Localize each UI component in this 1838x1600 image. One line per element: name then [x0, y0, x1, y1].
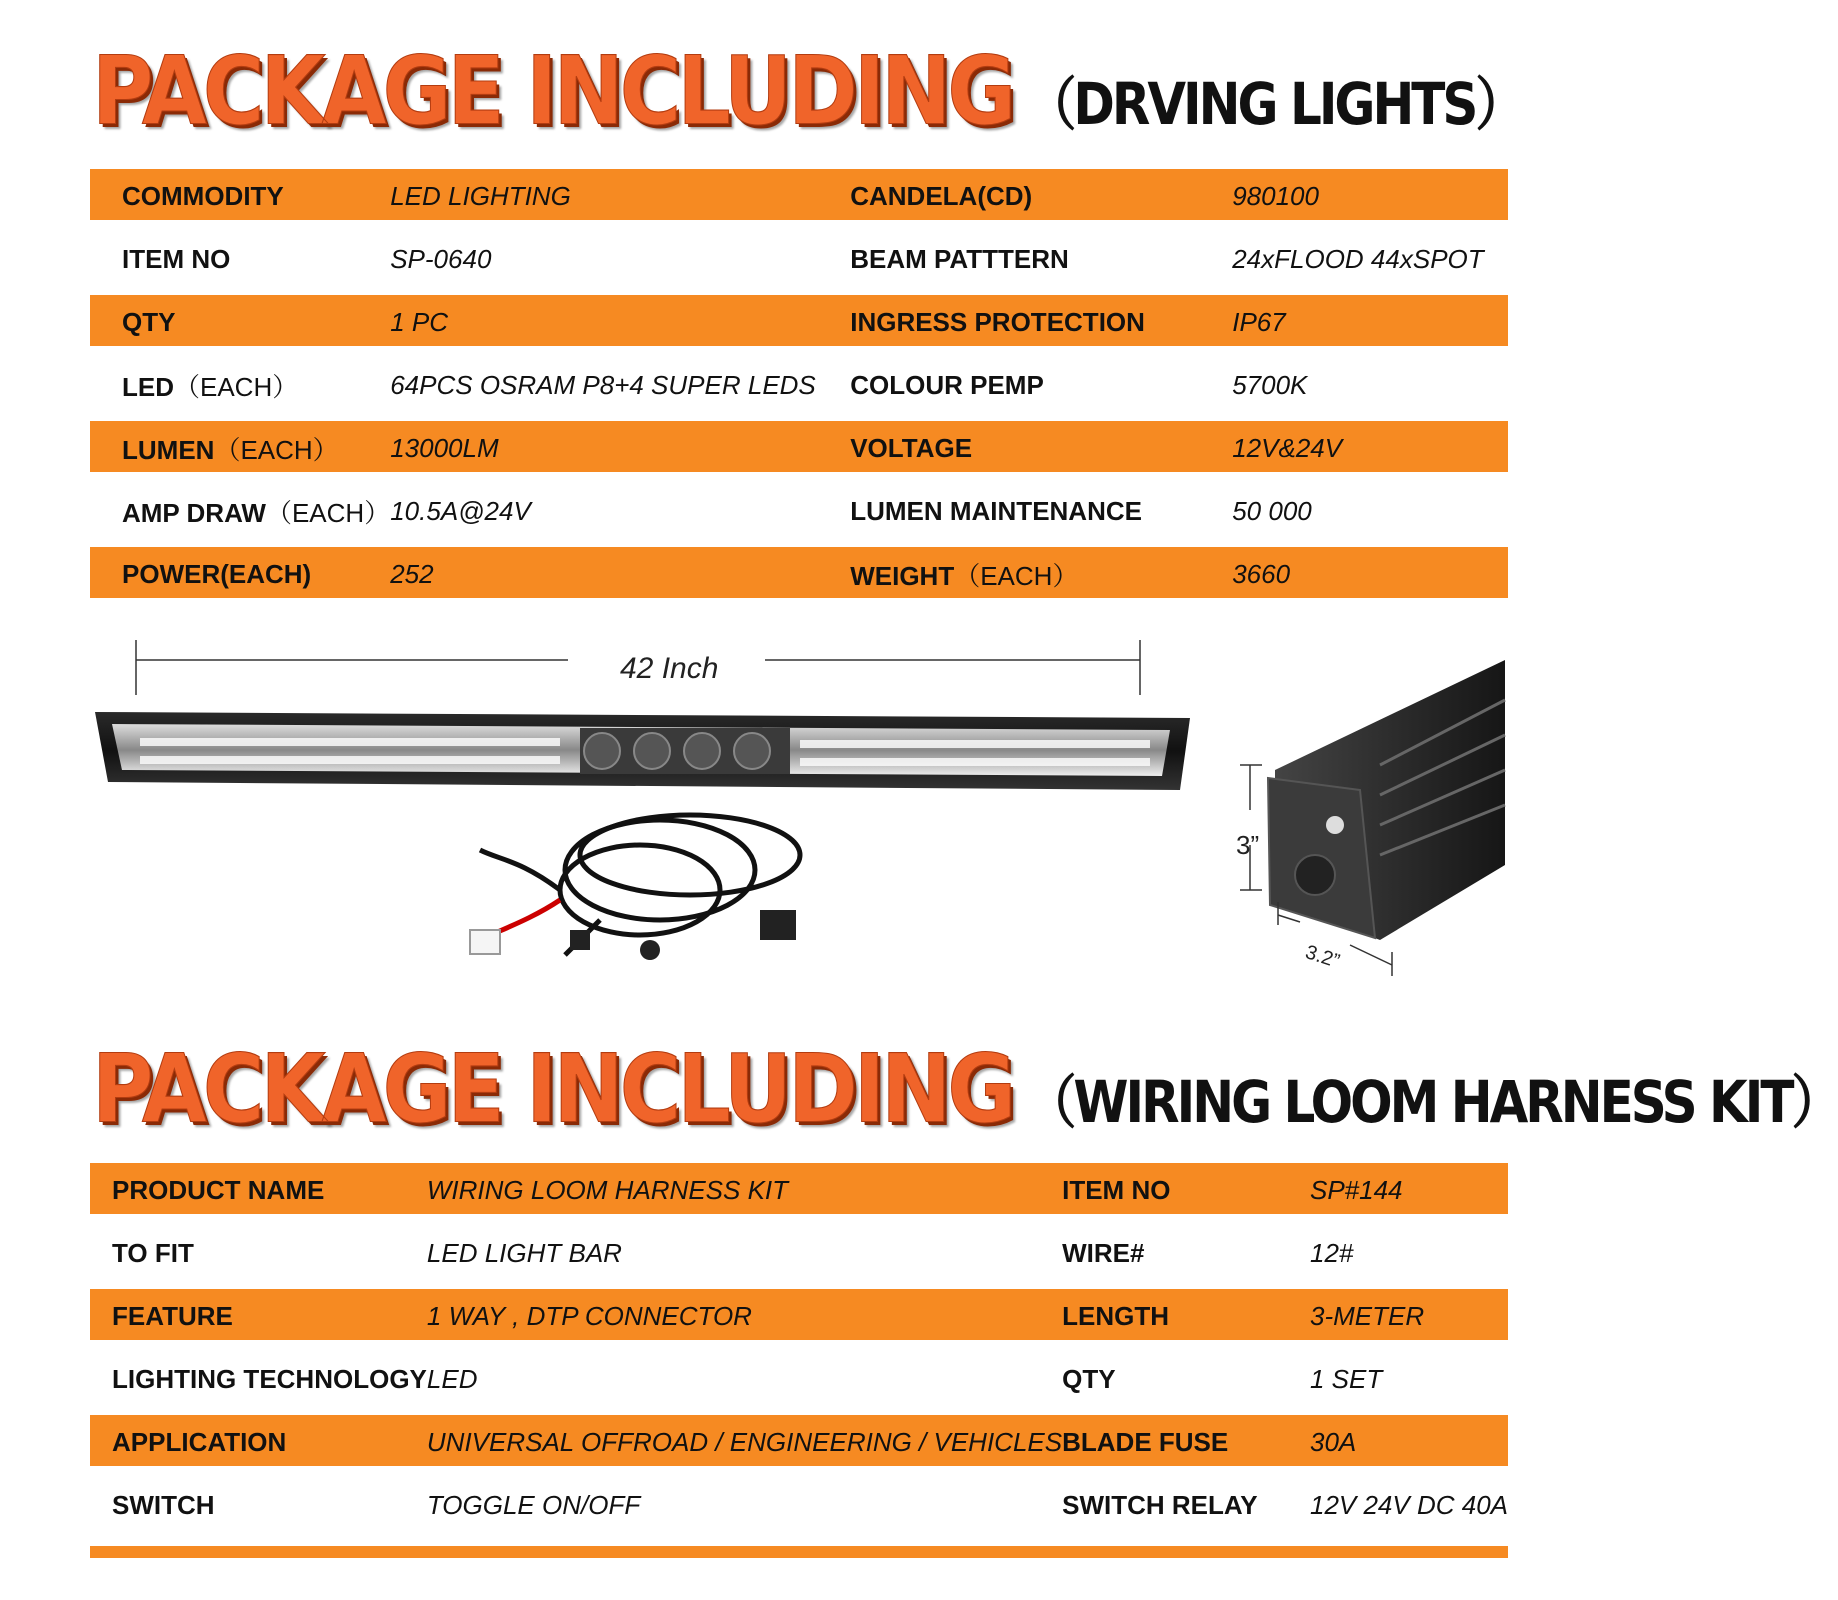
spec-label-text: FEATURE: [112, 1301, 233, 1331]
spec-label-text: VOLTAGE: [850, 433, 973, 463]
length-label: 42 Inch: [620, 652, 719, 685]
spec-label: [850, 417, 1232, 480]
light-bar-illustration: [0, 600, 1600, 1020]
spec-row: [90, 1285, 1508, 1348]
spec-value: 10.5A@24V: [390, 496, 531, 526]
spec-value: 1 WAY , DTP CONNECTOR: [427, 1285, 1062, 1348]
spec-label: [850, 480, 1232, 543]
side-profile: [1268, 660, 1505, 940]
section2-title: [92, 1034, 1838, 1144]
spec-label-text: WIRE#: [1062, 1238, 1145, 1268]
section2-title-sub: （WIRING LOOM HARNESS KIT）: [1026, 1069, 1838, 1136]
spec-value: 3-METER: [1310, 1285, 1508, 1348]
spec-label-text: LUMEN: [122, 435, 215, 465]
section1-title-main: PACKAGE INCLUDING: [92, 36, 1013, 146]
spec-label-text: POWER(EACH): [122, 559, 312, 589]
spec-row: [90, 480, 1508, 543]
spec-label-text: QTY: [1062, 1364, 1116, 1394]
spec-label: [850, 543, 1232, 606]
spec-value: UNIVERSAL OFFROAD / ENGINEERING / VEHICLES: [427, 1411, 1062, 1474]
spec-label: [850, 291, 1232, 354]
spec-row: [90, 165, 1508, 228]
spec-label-text: CANDELA(CD): [850, 181, 1033, 211]
spec-value: TOGGLE ON/OFF: [426, 1490, 641, 1520]
spec-label: [90, 1159, 427, 1222]
spec-row: [90, 291, 1508, 354]
spec-label: [1062, 1159, 1310, 1222]
spec-row: [90, 1159, 1508, 1222]
spec-value: 50 000: [1232, 496, 1312, 526]
spec-value: WIRING LOOM HARNESS KIT: [427, 1159, 1062, 1222]
spec-value: 64PCS OSRAM P8+4 SUPER LEDS: [390, 370, 816, 400]
spec-row: [90, 354, 1508, 417]
spec-label: [1062, 1348, 1310, 1411]
spec-label-note: （EACH）: [265, 498, 391, 528]
spec-label: [850, 354, 1232, 417]
spec-row: [90, 417, 1508, 480]
spec-label-text: COLOUR PEMP: [850, 370, 1044, 400]
spec-label-text: SWITCH RELAY: [1062, 1490, 1258, 1520]
wiring-harness: [470, 815, 800, 960]
spec-label: [1062, 1222, 1310, 1285]
spec-label-text: LIGHTING TECHNOLOGY: [112, 1364, 427, 1394]
spec-value: 980100: [1232, 165, 1508, 228]
spec-row: [90, 228, 1508, 291]
spec-label-text: INGRESS PROTECTION: [850, 307, 1145, 337]
spec-value: 12V&24V: [1232, 417, 1508, 480]
bottom-divider: [90, 1546, 1508, 1558]
spec-label: [90, 480, 390, 543]
spec-label-text: WEIGHT: [850, 561, 955, 591]
spec-label-text: LUMEN MAINTENANCE: [850, 496, 1142, 526]
depth-label: 3.2”: [1302, 941, 1343, 973]
spec-label: [90, 1285, 427, 1348]
spec-label: [850, 228, 1232, 291]
spec-label: [90, 291, 390, 354]
spec-value: LED LIGHT BAR: [426, 1238, 622, 1268]
spec-value: 5700K: [1232, 370, 1308, 400]
spec-label: [1062, 1474, 1310, 1537]
spec-label-text: TO FIT: [112, 1238, 194, 1268]
spec-label-text: QTY: [122, 307, 176, 337]
spec-value: SP#144: [1310, 1159, 1508, 1222]
spec-row: [90, 1474, 1508, 1537]
section2-title-main: PACKAGE INCLUDING: [92, 1034, 1013, 1144]
spec-label: [90, 1222, 427, 1285]
wiring-harness-spec-table: [90, 1159, 1508, 1537]
spec-label: [90, 1348, 427, 1411]
spec-value: LED LIGHTING: [390, 165, 850, 228]
spec-label: [90, 228, 390, 291]
spec-label-note: （EACH）: [214, 435, 339, 465]
spec-value: IP67: [1232, 291, 1508, 354]
spec-label-text: LENGTH: [1062, 1301, 1169, 1331]
spec-label-text: ITEM NO: [122, 244, 231, 274]
spec-label-text: AMP DRAW: [122, 498, 266, 528]
spec-value: 12#: [1309, 1238, 1354, 1268]
spec-row: [90, 1222, 1508, 1285]
spec-label: [1062, 1411, 1310, 1474]
spec-label: [850, 165, 1232, 228]
spec-label-text: APPLICATION: [112, 1427, 287, 1457]
spec-label: [90, 1474, 427, 1537]
spec-label-text: LED: [122, 372, 174, 402]
spec-label: [90, 165, 390, 228]
section1-title-sub: （DRVING LIGHTS）: [1026, 71, 1523, 138]
spec-row: [90, 1411, 1508, 1474]
height-label: 3”: [1236, 830, 1260, 860]
spec-value: 30A: [1310, 1411, 1508, 1474]
spec-value: 24xFLOOD 44xSPOT: [1232, 244, 1484, 274]
spec-label-note: （EACH）: [954, 561, 1079, 591]
spec-value: SP-0640: [390, 244, 492, 274]
spec-label: [90, 1411, 427, 1474]
spec-value: 1 PC: [390, 291, 850, 354]
spec-label-text: COMMODITY: [122, 181, 284, 211]
spec-value: 1 SET: [1309, 1364, 1383, 1394]
spec-label-text: ITEM NO: [1062, 1175, 1171, 1205]
spec-label-text: BEAM PATTTERN: [850, 244, 1069, 274]
spec-label: [90, 543, 390, 606]
spec-value: 252: [390, 543, 850, 606]
spec-label: [90, 417, 390, 480]
spec-label: [90, 354, 390, 417]
spec-label-text: BLADE FUSE: [1062, 1427, 1229, 1457]
spec-label-note: （EACH）: [174, 372, 299, 402]
spec-value: 13000LM: [390, 417, 850, 480]
spec-label-text: PRODUCT NAME: [112, 1175, 325, 1205]
spec-value: LED: [426, 1364, 478, 1394]
spec-value: 12V 24V DC 40A: [1309, 1490, 1508, 1520]
led-light-bar: [95, 712, 1190, 790]
spec-row: [90, 1348, 1508, 1411]
section1-title: [92, 36, 1523, 146]
spec-label-text: SWITCH: [112, 1490, 215, 1520]
spec-label: [1062, 1285, 1310, 1348]
spec-row: [90, 543, 1508, 606]
height-dimension: [1240, 765, 1262, 890]
spec-value: 3660: [1232, 543, 1508, 606]
driving-lights-spec-table: [90, 165, 1508, 606]
